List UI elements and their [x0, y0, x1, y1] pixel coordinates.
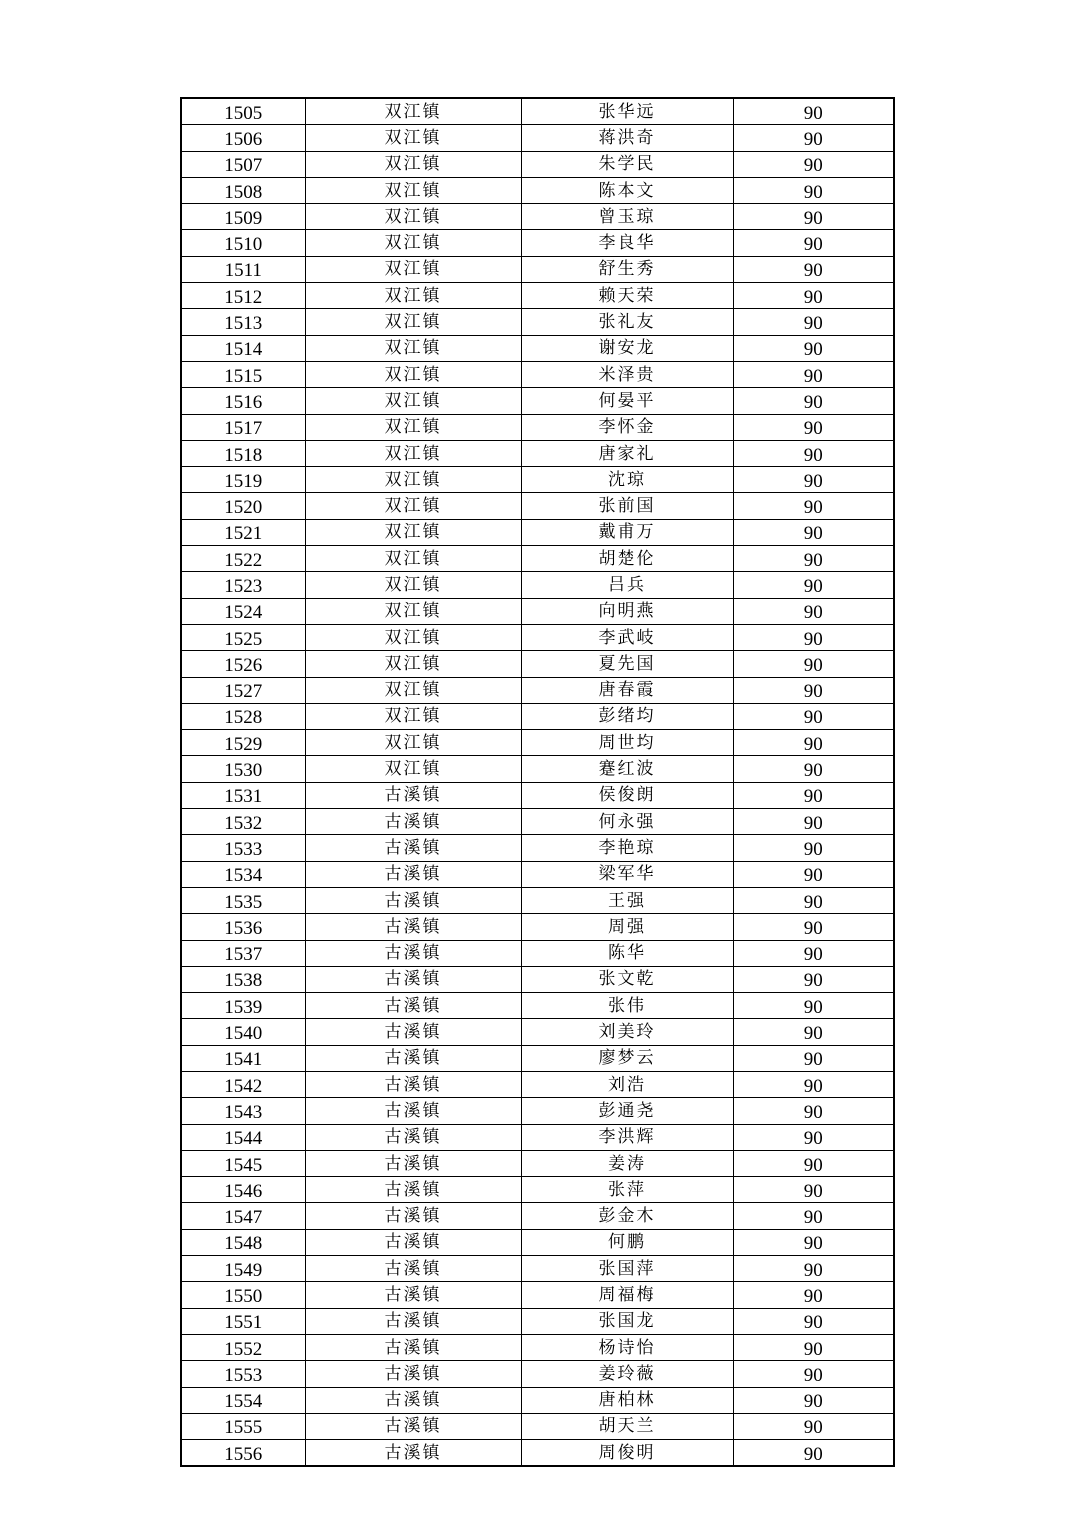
cell-score: 90: [733, 1282, 894, 1308]
cell-town: 古溪镇: [305, 1124, 521, 1150]
cell-name: 李洪辉: [521, 1124, 733, 1150]
cell-score: 90: [733, 151, 894, 177]
cell-id: 1541: [181, 1045, 305, 1071]
cell-town: 双江镇: [305, 519, 521, 545]
cell-town: 古溪镇: [305, 1361, 521, 1387]
cell-score: 90: [733, 98, 894, 125]
table-row: [181, 1413, 894, 1439]
cell-score: 90: [733, 940, 894, 966]
table-row: [181, 1098, 894, 1124]
cell-id: 1536: [181, 914, 305, 940]
cell-name: 张华远: [521, 98, 733, 125]
cell-name: 何永强: [521, 809, 733, 835]
cell-id: 1520: [181, 493, 305, 519]
cell-town: 古溪镇: [305, 993, 521, 1019]
cell-id: 1508: [181, 177, 305, 203]
table-row: [181, 861, 894, 887]
cell-name: 张文乾: [521, 966, 733, 992]
data-table: [180, 97, 895, 1467]
cell-town: 双江镇: [305, 624, 521, 650]
cell-id: 1524: [181, 598, 305, 624]
cell-town: 双江镇: [305, 414, 521, 440]
cell-name: 张国萍: [521, 1256, 733, 1282]
cell-score: 90: [733, 756, 894, 782]
cell-town: 古溪镇: [305, 1334, 521, 1360]
cell-score: 90: [733, 1361, 894, 1387]
cell-score: 90: [733, 730, 894, 756]
table-row: [181, 388, 894, 414]
cell-name: 唐柏林: [521, 1387, 733, 1413]
cell-id: 1529: [181, 730, 305, 756]
cell-id: 1517: [181, 414, 305, 440]
cell-town: 双江镇: [305, 730, 521, 756]
cell-id: 1532: [181, 809, 305, 835]
cell-id: 1505: [181, 98, 305, 125]
cell-town: 古溪镇: [305, 887, 521, 913]
cell-score: 90: [733, 572, 894, 598]
cell-name: 何鹏: [521, 1229, 733, 1255]
cell-town: 双江镇: [305, 256, 521, 282]
cell-name: 周福梅: [521, 1282, 733, 1308]
table-row: [181, 1387, 894, 1413]
cell-score: 90: [733, 677, 894, 703]
cell-id: 1553: [181, 1361, 305, 1387]
cell-id: 1551: [181, 1308, 305, 1334]
table-row: [181, 1256, 894, 1282]
table-row: [181, 756, 894, 782]
table-row: [181, 1334, 894, 1360]
cell-score: 90: [733, 256, 894, 282]
cell-name: 刘美玲: [521, 1019, 733, 1045]
cell-score: 90: [733, 914, 894, 940]
cell-id: 1531: [181, 782, 305, 808]
cell-id: 1522: [181, 546, 305, 572]
table-row: [181, 335, 894, 361]
cell-score: 90: [733, 335, 894, 361]
table-row: [181, 887, 894, 913]
cell-score: 90: [733, 782, 894, 808]
cell-score: 90: [733, 1229, 894, 1255]
cell-name: 蒋洪奇: [521, 125, 733, 151]
cell-name: 张前国: [521, 493, 733, 519]
cell-town: 双江镇: [305, 572, 521, 598]
table-row: [181, 256, 894, 282]
table-row: [181, 598, 894, 624]
table-row: [181, 1282, 894, 1308]
cell-name: 李良华: [521, 230, 733, 256]
table-row: [181, 493, 894, 519]
cell-id: 1548: [181, 1229, 305, 1255]
cell-id: 1556: [181, 1440, 305, 1467]
cell-id: 1506: [181, 125, 305, 151]
cell-name: 张萍: [521, 1177, 733, 1203]
table-row: [181, 204, 894, 230]
table-row: [181, 546, 894, 572]
cell-score: 90: [733, 493, 894, 519]
table-row: [181, 1361, 894, 1387]
cell-id: 1511: [181, 256, 305, 282]
cell-score: 90: [733, 1308, 894, 1334]
cell-name: 廖梦云: [521, 1045, 733, 1071]
cell-town: 双江镇: [305, 309, 521, 335]
table-row: [181, 361, 894, 387]
cell-town: 双江镇: [305, 467, 521, 493]
cell-id: 1530: [181, 756, 305, 782]
cell-id: 1542: [181, 1071, 305, 1097]
table-row: [181, 966, 894, 992]
cell-score: 90: [733, 204, 894, 230]
cell-town: 古溪镇: [305, 1387, 521, 1413]
cell-name: 杨诗怡: [521, 1334, 733, 1360]
cell-town: 双江镇: [305, 651, 521, 677]
table-row: [181, 730, 894, 756]
cell-name: 张国龙: [521, 1308, 733, 1334]
cell-name: 张礼友: [521, 309, 733, 335]
cell-name: 李艳琼: [521, 835, 733, 861]
cell-id: 1513: [181, 309, 305, 335]
cell-id: 1518: [181, 440, 305, 466]
table-row: [181, 1440, 894, 1467]
cell-score: 90: [733, 835, 894, 861]
table-row: [181, 440, 894, 466]
cell-score: 90: [733, 598, 894, 624]
cell-town: 双江镇: [305, 598, 521, 624]
cell-town: 双江镇: [305, 703, 521, 729]
cell-id: 1512: [181, 283, 305, 309]
cell-name: 赖天荣: [521, 283, 733, 309]
cell-town: 双江镇: [305, 125, 521, 151]
table-row: [181, 98, 894, 125]
table-row: [181, 467, 894, 493]
cell-score: 90: [733, 1256, 894, 1282]
cell-score: 90: [733, 1071, 894, 1097]
cell-id: 1526: [181, 651, 305, 677]
cell-town: 双江镇: [305, 230, 521, 256]
table-row: [181, 125, 894, 151]
cell-name: 舒生秀: [521, 256, 733, 282]
cell-name: 王强: [521, 887, 733, 913]
cell-town: 双江镇: [305, 98, 521, 125]
cell-town: 古溪镇: [305, 1282, 521, 1308]
cell-id: 1528: [181, 703, 305, 729]
cell-name: 周强: [521, 914, 733, 940]
cell-score: 90: [733, 1098, 894, 1124]
cell-score: 90: [733, 414, 894, 440]
cell-town: 古溪镇: [305, 914, 521, 940]
cell-town: 双江镇: [305, 283, 521, 309]
cell-score: 90: [733, 546, 894, 572]
cell-town: 古溪镇: [305, 861, 521, 887]
cell-town: 双江镇: [305, 546, 521, 572]
cell-score: 90: [733, 309, 894, 335]
cell-id: 1523: [181, 572, 305, 598]
table-row: [181, 1124, 894, 1150]
cell-score: 90: [733, 887, 894, 913]
table-row: [181, 414, 894, 440]
cell-id: 1510: [181, 230, 305, 256]
table-row: [181, 177, 894, 203]
cell-name: 侯俊朗: [521, 782, 733, 808]
cell-id: 1546: [181, 1177, 305, 1203]
cell-name: 谢安龙: [521, 335, 733, 361]
table-row: [181, 914, 894, 940]
cell-town: 双江镇: [305, 440, 521, 466]
cell-score: 90: [733, 230, 894, 256]
cell-name: 彭通尧: [521, 1098, 733, 1124]
cell-score: 90: [733, 993, 894, 1019]
cell-town: 双江镇: [305, 756, 521, 782]
cell-score: 90: [733, 177, 894, 203]
cell-name: 周世均: [521, 730, 733, 756]
cell-town: 古溪镇: [305, 1413, 521, 1439]
cell-town: 古溪镇: [305, 835, 521, 861]
cell-town: 古溪镇: [305, 1071, 521, 1097]
cell-id: 1509: [181, 204, 305, 230]
cell-town: 古溪镇: [305, 1177, 521, 1203]
cell-town: 古溪镇: [305, 1256, 521, 1282]
cell-score: 90: [733, 703, 894, 729]
cell-score: 90: [733, 440, 894, 466]
table-row: [181, 1229, 894, 1255]
cell-id: 1550: [181, 1282, 305, 1308]
cell-id: 1527: [181, 677, 305, 703]
cell-score: 90: [733, 388, 894, 414]
cell-town: 双江镇: [305, 388, 521, 414]
cell-town: 古溪镇: [305, 1098, 521, 1124]
cell-name: 刘浩: [521, 1071, 733, 1097]
cell-id: 1555: [181, 1413, 305, 1439]
cell-town: 古溪镇: [305, 966, 521, 992]
table-row: [181, 572, 894, 598]
cell-name: 胡楚伦: [521, 546, 733, 572]
cell-name: 唐春霞: [521, 677, 733, 703]
cell-name: 胡天兰: [521, 1413, 733, 1439]
cell-score: 90: [733, 1019, 894, 1045]
cell-town: 双江镇: [305, 204, 521, 230]
cell-name: 曾玉琼: [521, 204, 733, 230]
cell-name: 张伟: [521, 993, 733, 1019]
table-row: [181, 1203, 894, 1229]
cell-id: 1544: [181, 1124, 305, 1150]
cell-id: 1507: [181, 151, 305, 177]
table-row: [181, 703, 894, 729]
cell-id: 1516: [181, 388, 305, 414]
cell-score: 90: [733, 467, 894, 493]
cell-name: 彭绪均: [521, 703, 733, 729]
cell-name: 周俊明: [521, 1440, 733, 1467]
cell-name: 向明燕: [521, 598, 733, 624]
cell-name: 吕兵: [521, 572, 733, 598]
cell-id: 1545: [181, 1150, 305, 1176]
cell-score: 90: [733, 283, 894, 309]
cell-id: 1525: [181, 624, 305, 650]
table-row: [181, 1308, 894, 1334]
cell-id: 1539: [181, 993, 305, 1019]
cell-town: 双江镇: [305, 151, 521, 177]
cell-name: 夏先国: [521, 651, 733, 677]
cell-score: 90: [733, 1440, 894, 1467]
cell-id: 1519: [181, 467, 305, 493]
cell-id: 1540: [181, 1019, 305, 1045]
cell-score: 90: [733, 1387, 894, 1413]
cell-town: 古溪镇: [305, 1019, 521, 1045]
table-body: [181, 98, 894, 1466]
table-row: [181, 993, 894, 1019]
cell-id: 1543: [181, 1098, 305, 1124]
cell-name: 李怀金: [521, 414, 733, 440]
table-row: [181, 1045, 894, 1071]
table-row: [181, 230, 894, 256]
cell-score: 90: [733, 1045, 894, 1071]
cell-id: 1554: [181, 1387, 305, 1413]
cell-town: 古溪镇: [305, 1203, 521, 1229]
cell-id: 1521: [181, 519, 305, 545]
table-row: [181, 283, 894, 309]
cell-score: 90: [733, 361, 894, 387]
cell-id: 1535: [181, 887, 305, 913]
table-row: [181, 1177, 894, 1203]
cell-name: 蹇红波: [521, 756, 733, 782]
cell-name: 戴甫万: [521, 519, 733, 545]
table-row: [181, 809, 894, 835]
cell-name: 彭金木: [521, 1203, 733, 1229]
cell-score: 90: [733, 1177, 894, 1203]
cell-name: 唐家礼: [521, 440, 733, 466]
cell-score: 90: [733, 809, 894, 835]
cell-town: 古溪镇: [305, 1440, 521, 1467]
cell-name: 米泽贵: [521, 361, 733, 387]
table-row: [181, 677, 894, 703]
cell-town: 双江镇: [305, 177, 521, 203]
cell-name: 姜玲薇: [521, 1361, 733, 1387]
cell-name: 姜涛: [521, 1150, 733, 1176]
cell-town: 古溪镇: [305, 782, 521, 808]
table-row: [181, 1150, 894, 1176]
cell-name: 陈华: [521, 940, 733, 966]
table-row: [181, 624, 894, 650]
table-row: [181, 651, 894, 677]
cell-town: 古溪镇: [305, 1229, 521, 1255]
cell-score: 90: [733, 966, 894, 992]
table-row: [181, 151, 894, 177]
cell-id: 1549: [181, 1256, 305, 1282]
cell-id: 1547: [181, 1203, 305, 1229]
cell-score: 90: [733, 125, 894, 151]
cell-score: 90: [733, 651, 894, 677]
table-row: [181, 519, 894, 545]
cell-town: 古溪镇: [305, 809, 521, 835]
cell-town: 双江镇: [305, 335, 521, 361]
cell-name: 何晏平: [521, 388, 733, 414]
cell-id: 1534: [181, 861, 305, 887]
cell-score: 90: [733, 1124, 894, 1150]
cell-town: 古溪镇: [305, 1150, 521, 1176]
cell-id: 1515: [181, 361, 305, 387]
cell-town: 古溪镇: [305, 1045, 521, 1071]
table-row: [181, 309, 894, 335]
cell-town: 古溪镇: [305, 940, 521, 966]
cell-id: 1537: [181, 940, 305, 966]
cell-id: 1538: [181, 966, 305, 992]
table-row: [181, 782, 894, 808]
cell-name: 梁军华: [521, 861, 733, 887]
cell-town: 双江镇: [305, 361, 521, 387]
table-row: [181, 940, 894, 966]
cell-town: 双江镇: [305, 677, 521, 703]
table-row: [181, 1019, 894, 1045]
cell-name: 朱学民: [521, 151, 733, 177]
cell-score: 90: [733, 519, 894, 545]
cell-id: 1514: [181, 335, 305, 361]
cell-name: 李武岐: [521, 624, 733, 650]
cell-name: 沈琼: [521, 467, 733, 493]
cell-score: 90: [733, 1334, 894, 1360]
cell-score: 90: [733, 1413, 894, 1439]
cell-score: 90: [733, 1203, 894, 1229]
cell-id: 1533: [181, 835, 305, 861]
cell-name: 陈本文: [521, 177, 733, 203]
cell-score: 90: [733, 1150, 894, 1176]
cell-id: 1552: [181, 1334, 305, 1360]
cell-score: 90: [733, 861, 894, 887]
cell-score: 90: [733, 624, 894, 650]
cell-town: 双江镇: [305, 493, 521, 519]
cell-town: 古溪镇: [305, 1308, 521, 1334]
table-row: [181, 1071, 894, 1097]
table-row: [181, 835, 894, 861]
